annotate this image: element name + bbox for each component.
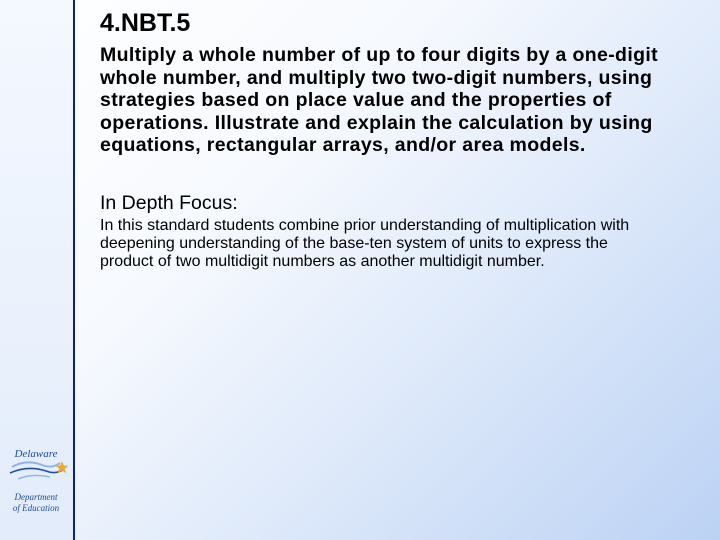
standard-description: Multiply a whole number of up to four digits by a one-digit whole number, and multiply two two-digit numbers, using strategies based on place value and the properties of operations. Illustrate and explain the calculation by using equations, rectangular arrays, and/or area models. — [100, 44, 658, 156]
svg-text:of Education: of Education — [12, 503, 60, 513]
delaware-department-of-education-logo — [6, 443, 70, 519]
in-depth-focus-text: In this standard students combine prior understanding of multiplication with deepening understanding of the base-ten system of units to express the product of two multidigit numbers as another multidigit number. — [100, 216, 630, 270]
slide-content — [100, 8, 700, 271]
svg-text:Department: Department — [14, 492, 58, 502]
in-depth-focus-heading: In Depth Focus: — [100, 191, 238, 214]
left-sidebar-bar — [0, 0, 75, 540]
svg-text:Delaware: Delaware — [14, 448, 58, 460]
slide-title: 4.NBT.5 — [100, 9, 191, 37]
